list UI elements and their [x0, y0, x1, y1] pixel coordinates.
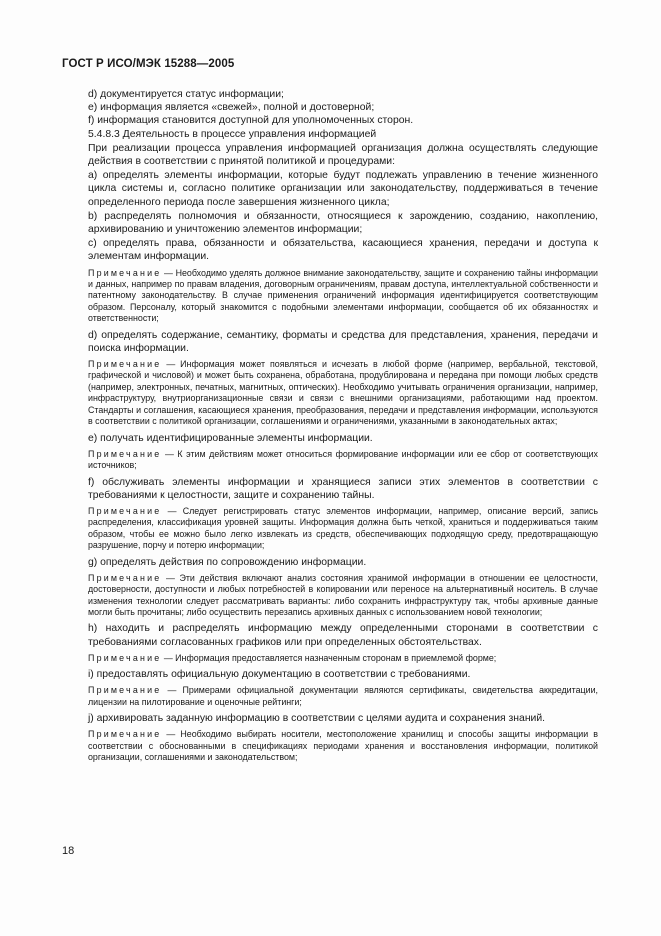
body-paragraph: c) определять права, обязанности и обязательства, касающиеся хранения, передачи и доступа к элементам информации.	[88, 238, 598, 263]
list-item: 5.4.8.3 Деятельность в процессе управления информацией	[88, 128, 377, 140]
body-paragraph: b) распределять полномочия и обязанности, относящиеся к зарождению, созданию, накоплению, архивированию и уничтожению элементов информации;	[88, 210, 598, 236]
note-paragraph	[88, 573, 598, 619]
body-paragraph: a) определять элементы информации, которые будут подлежать управлению в течение жизненного цикла системы и, согласно политике организации или законодательству, поддерживаться в течение определенного периода после завершения жизненного цикла;	[88, 170, 598, 208]
body-paragraph: d) определять содержание, семантику, форматы и средства для представления, хранения, передачи и поиска информации.	[88, 329, 598, 354]
note-label: Примечание	[88, 505, 162, 516]
body-paragraph: При реализации процесса управления информацией организация должна осуществлять следующие действия в соответствии с принятой политикой и процедурами:	[88, 142, 598, 168]
body-paragraph: g) определять действия по сопровождению информации.	[88, 556, 367, 568]
note-paragraph	[88, 653, 598, 664]
note-paragraph	[88, 685, 598, 708]
body-paragraph: j) архивировать заданную информацию в соответствии с целями аудита и сохранения знаний.	[88, 713, 546, 725]
page-number: 18	[62, 845, 75, 857]
note-label: Примечание	[88, 729, 162, 740]
list-item: e) информация является «свежей», полной и достоверной;	[88, 102, 375, 114]
body-paragraph: f) обслуживать элементы информации и хранящиеся записи этих элементов в соответствии с требованиями к целостности, защите и сохранению тайны.	[88, 476, 598, 501]
body-paragraph: e) получать идентифицированные элементы информации.	[88, 432, 373, 444]
note-paragraph	[88, 449, 598, 472]
body-paragraph: h) находить и распределять информацию между определенными сторонами в соответствии с требованиями согласованных графиков или при определенных обстоятельствах.	[88, 623, 598, 648]
list-item: f) информация становится доступной для уполномоченных сторон.	[88, 115, 414, 127]
body-paragraph: i) предоставлять официальную документацию в соответствии с требованиями.	[88, 669, 471, 681]
note-text: — Следует регистрировать статус элементов информации, например, описание версий, запись распределения, классификация уровней защиты. Информация должна быть четкой, храниться и поддерживаться таким образом, чтобы ее можно было легко извлекать из средств, обеспечивающих подходящую среду, предотвращающую разрушение, порчу и потерю информации;	[88, 505, 598, 551]
note-text: — К этим действиям может относиться формирование информации или ее сбор от соответствующих источников;	[88, 448, 598, 471]
note-paragraph	[88, 729, 598, 763]
note-text: — Примерами официальной документации являются сертификаты, свидетельства аккредитации, лицензии на пилотирование и оценочные рейтинги;	[88, 685, 598, 707]
document-body	[88, 88, 598, 768]
note-label: Примечание	[88, 572, 162, 583]
note-text: — Эти действия включают анализ состояния хранимой информации в отношении ее целостности, достоверности, доступности и любых потребностей в копировании или переносе на альтернативный носитель. В случае изменения технологии следует рассматривать варианты: либо сохранить инфраструктуру так, чтобы архивные данные могли быть прочитаны; либо осуществить перезапись архивных данных с использованием новой технологии;	[88, 572, 598, 617]
note-paragraph	[88, 268, 598, 325]
note-label: Примечание	[88, 359, 162, 370]
note-text: — Информация предоставляется назначенным сторонам в приемлемой форме;	[161, 652, 497, 663]
note-label: Примечание	[88, 685, 162, 696]
note-text: — Необходимо уделять должное внимание законодательству, защите и сохранению тайны информации и данных, например по правам владения, договорным ограничениям, правам доступа, интеллектуальной собственности и патентному законодательству. В случае применения ограничений информация идентифицируется соответствующим образом. Персоналу, который знакомится с подобными элементами информации, сообщается об их обязанностях и ответственности;	[88, 267, 598, 324]
page-header-title: ГОСТ Р ИСО/МЭК 15288—2005	[62, 58, 235, 70]
note-text: — Необходимо выбирать носители, местоположение хранилищ и способы защиты информации в соответствии с обоснованными в спецификациях периодами хранения и восстановления информации, политикой организации, соглашениями и законодательством;	[88, 729, 598, 763]
list-item: d) документируется статус информации;	[88, 89, 284, 100]
note-label: Примечание	[88, 652, 162, 663]
note-text: — Информация может появляться и исчезать в любой форме (например, вербальной, текстовой, графической и числовой) и может быть сохранена, обработана, продублирована и передана при помощи любых средств (например, электронных, печатных, магнитных, оптических). Необходимо учитывать ограничения организации, например, инфраструктуру, внутриорганизационные связи и связи с внешними организациями, работающими над проектом. Стандарты и соглашения, касающиеся хранения, преобразования, передачи и представления информации, используются в соответствии с политикой организации, соглашениями и ограничениями, указанными в законодательных актах;	[88, 359, 598, 427]
note-label: Примечание	[88, 448, 162, 459]
note-paragraph	[88, 506, 598, 552]
note-paragraph	[88, 359, 598, 427]
note-label: Примечание	[88, 267, 162, 278]
